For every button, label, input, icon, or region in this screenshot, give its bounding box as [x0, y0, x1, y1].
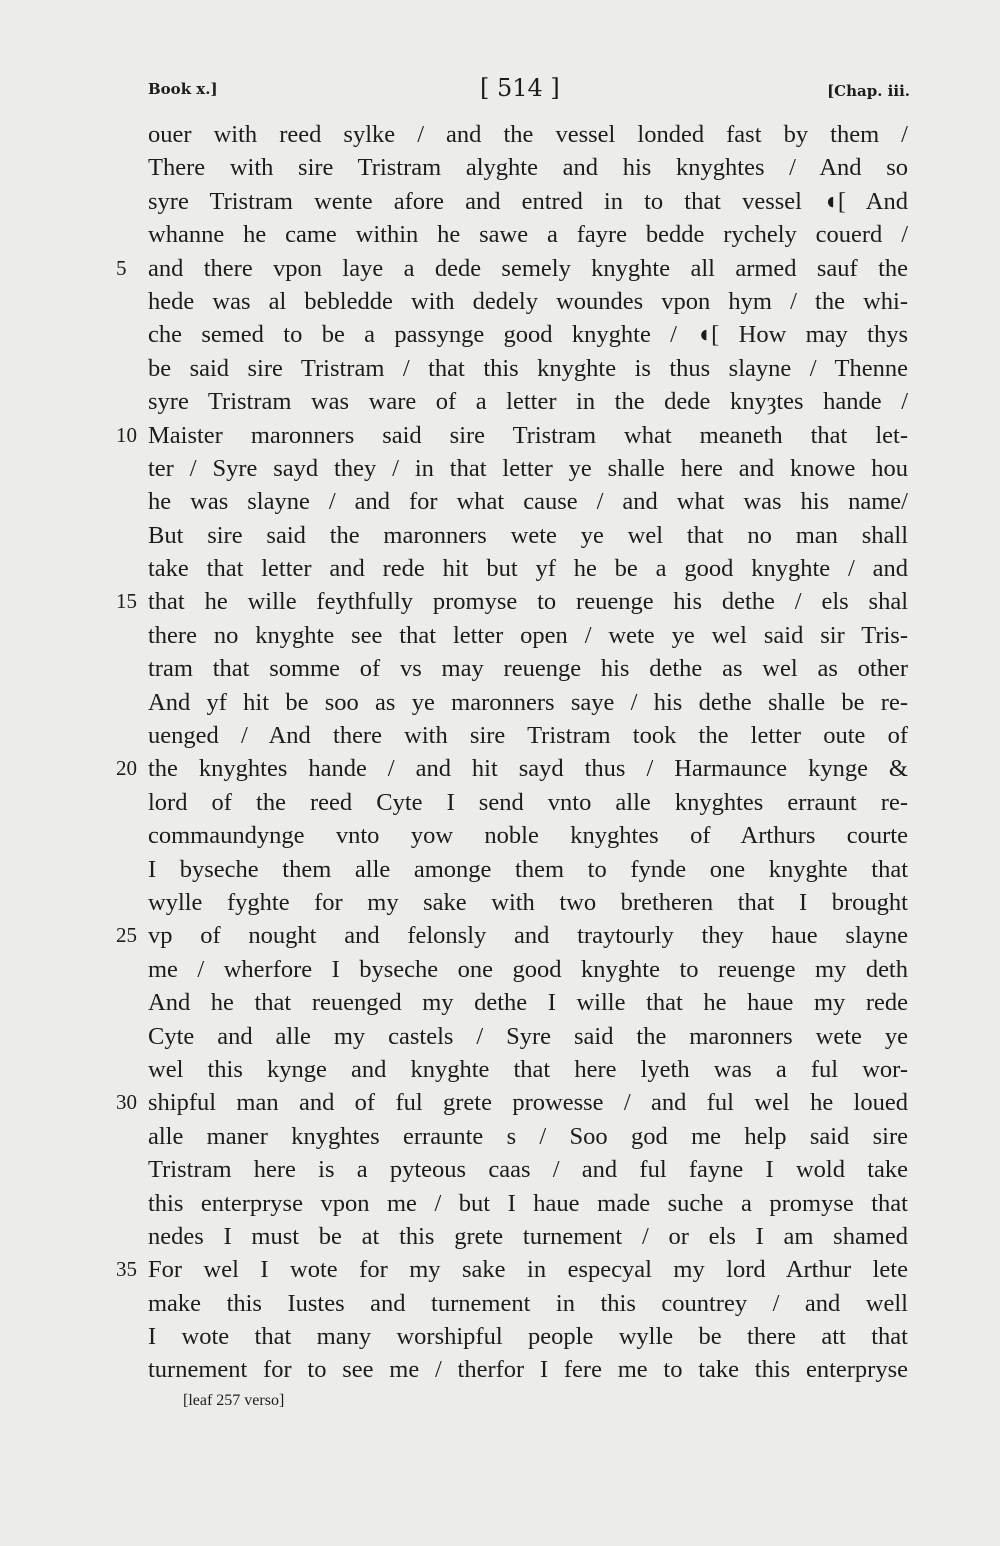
text-line	[116, 1086, 908, 1119]
text-line	[148, 1153, 908, 1186]
text-line	[116, 919, 908, 952]
text-line	[148, 1353, 908, 1386]
line-text: shipful man and of ful grete prowesse / and ful wel he loued	[148, 1089, 908, 1117]
line-text: uenged / And there with sire Tristram took the letter oute of	[148, 722, 908, 750]
line-number: 25	[116, 923, 137, 948]
line-text: the knyghtes hande / and hit sayd thus / Harmaunce kynge &	[148, 755, 908, 783]
line-text: And he that reuenged my dethe I wille that he haue my rede	[148, 989, 908, 1017]
line-text: But sire said the maronners wete ye wel that no man shall	[148, 521, 908, 549]
line-text: wel this kynge and knyghte that here lyeth was a ful wor-	[148, 1055, 908, 1083]
text-line	[148, 686, 908, 719]
line-text: turnement for to see me / therfor I fere me to take this enterpryse	[148, 1356, 908, 1384]
line-text: whanne he came within he sawe a fayre bedde rychely couerd /	[148, 221, 908, 249]
text-line	[116, 1253, 908, 1286]
line-number: 35	[116, 1257, 137, 1282]
line-text: syre Tristram wente afore and entred in to that vessel ◖[ And	[148, 187, 908, 215]
line-number: 30	[116, 1090, 137, 1115]
line-text: lord of the reed Cyte I send vnto alle knyghtes erraunt re-	[148, 788, 908, 816]
running-header	[148, 74, 910, 108]
line-text: this enterpryse vpon me / but I haue made suche a promyse that	[148, 1189, 908, 1217]
text-line	[148, 786, 908, 819]
line-text: Maister maronners said sire Tristram what meaneth that let-	[148, 421, 908, 449]
text-line	[148, 986, 908, 1019]
line-text: and there vpon laye a dede semely knyghte all armed sauf the	[148, 254, 908, 282]
line-text: ter / Syre sayd they / in that letter ye shalle here and knowe hou	[148, 454, 908, 482]
text-line	[148, 185, 908, 218]
line-text: Tristram here is a pyteous caas / and ful fayne I wold take	[148, 1156, 908, 1184]
text-line	[148, 285, 908, 318]
line-text: Cyte and alle my castels / Syre said the maronners wete ye	[148, 1022, 908, 1050]
book-label: Book x.]	[148, 80, 218, 98]
line-text: I wote that many worshipful people wylle be there att that	[148, 1323, 908, 1351]
line-number: 5	[116, 255, 127, 280]
line-number: 20	[116, 756, 137, 781]
chapter-label: [Chap. iii.	[827, 82, 910, 100]
line-text: make this Iustes and turnement in this countrey / and well	[148, 1289, 908, 1317]
line-text: that he wille feythfully promyse to reuenge his dethe / els shal	[148, 588, 908, 616]
text-line	[148, 151, 908, 184]
text-line	[148, 519, 908, 552]
line-text: ouer with reed sylke / and the vessel londed fast by them /	[148, 121, 908, 148]
text-line	[148, 1220, 908, 1253]
text-line	[148, 953, 908, 986]
line-text: tram that somme of vs may reuenge his dethe as wel as other	[148, 655, 908, 683]
line-text: che semed to be a passynge good knyghte / ◖[ How may thys	[148, 321, 908, 349]
line-text: be said sire Tristram / that this knyghte is thus slayne / Thenne	[148, 354, 908, 382]
text-line	[148, 552, 908, 585]
line-text: And yf hit be soo as ye maronners saye / his dethe shalle be re-	[148, 688, 908, 716]
text-line	[148, 886, 908, 919]
text-line	[148, 318, 908, 351]
line-text: There with sire Tristram alyghte and his knyghtes / And so	[148, 154, 908, 182]
text-line	[148, 719, 908, 752]
text-line	[148, 652, 908, 685]
line-number: 15	[116, 589, 137, 614]
line-number: 10	[116, 422, 137, 447]
text-line	[116, 585, 908, 618]
text-line	[116, 419, 908, 452]
body-text	[116, 118, 908, 1387]
line-text: there no knyghte see that letter open / wete ye wel said sir Tris-	[148, 621, 908, 649]
text-line	[148, 1287, 908, 1320]
text-line	[148, 819, 908, 852]
text-line	[148, 1120, 908, 1153]
text-line	[116, 752, 908, 785]
leaf-note: [leaf 257 verso]	[183, 1392, 285, 1409]
text-line	[148, 218, 908, 251]
line-text: commaundynge vnto yow noble knyghtes of Arthurs courte	[148, 822, 908, 850]
line-text: he was slayne / and for what cause / and what was his name/	[148, 488, 908, 516]
text-line	[148, 1020, 908, 1053]
text-line	[148, 853, 908, 886]
line-text: I byseche them alle amonge them to fynde one knyghte that	[148, 855, 908, 883]
line-text: alle maner knyghtes erraunte s / Soo god me help said sire	[148, 1122, 908, 1150]
text-line	[148, 619, 908, 652]
line-text: For wel I wote for my sake in especyal my lord Arthur lete	[148, 1256, 908, 1284]
text-line	[148, 485, 908, 518]
text-line	[148, 352, 908, 385]
page-number: [ 514 ]	[480, 74, 560, 102]
line-text: hede was al bebledde with dedely woundes vpon hym / the whi-	[148, 287, 908, 315]
line-text: nedes I must be at this grete turnement / or els I am shamed	[148, 1222, 908, 1250]
text-line	[148, 1053, 908, 1086]
line-text: vp of nought and felonsly and traytourly they haue slayne	[148, 922, 908, 950]
text-line	[148, 1320, 908, 1353]
text-line	[116, 252, 908, 285]
text-line	[148, 1187, 908, 1220]
text-line	[148, 385, 908, 418]
line-text: me / wherfore I byseche one good knyghte to reuenge my deth	[148, 955, 908, 983]
text-line	[148, 452, 908, 485]
line-text: syre Tristram was ware of a letter in the dede knyȝtes hande /	[148, 388, 908, 416]
text-line	[148, 118, 908, 151]
line-text: take that letter and rede hit but yf he be a good knyghte / and	[148, 555, 908, 583]
line-text: wylle fyghte for my sake with two bretheren that I brought	[148, 888, 908, 916]
